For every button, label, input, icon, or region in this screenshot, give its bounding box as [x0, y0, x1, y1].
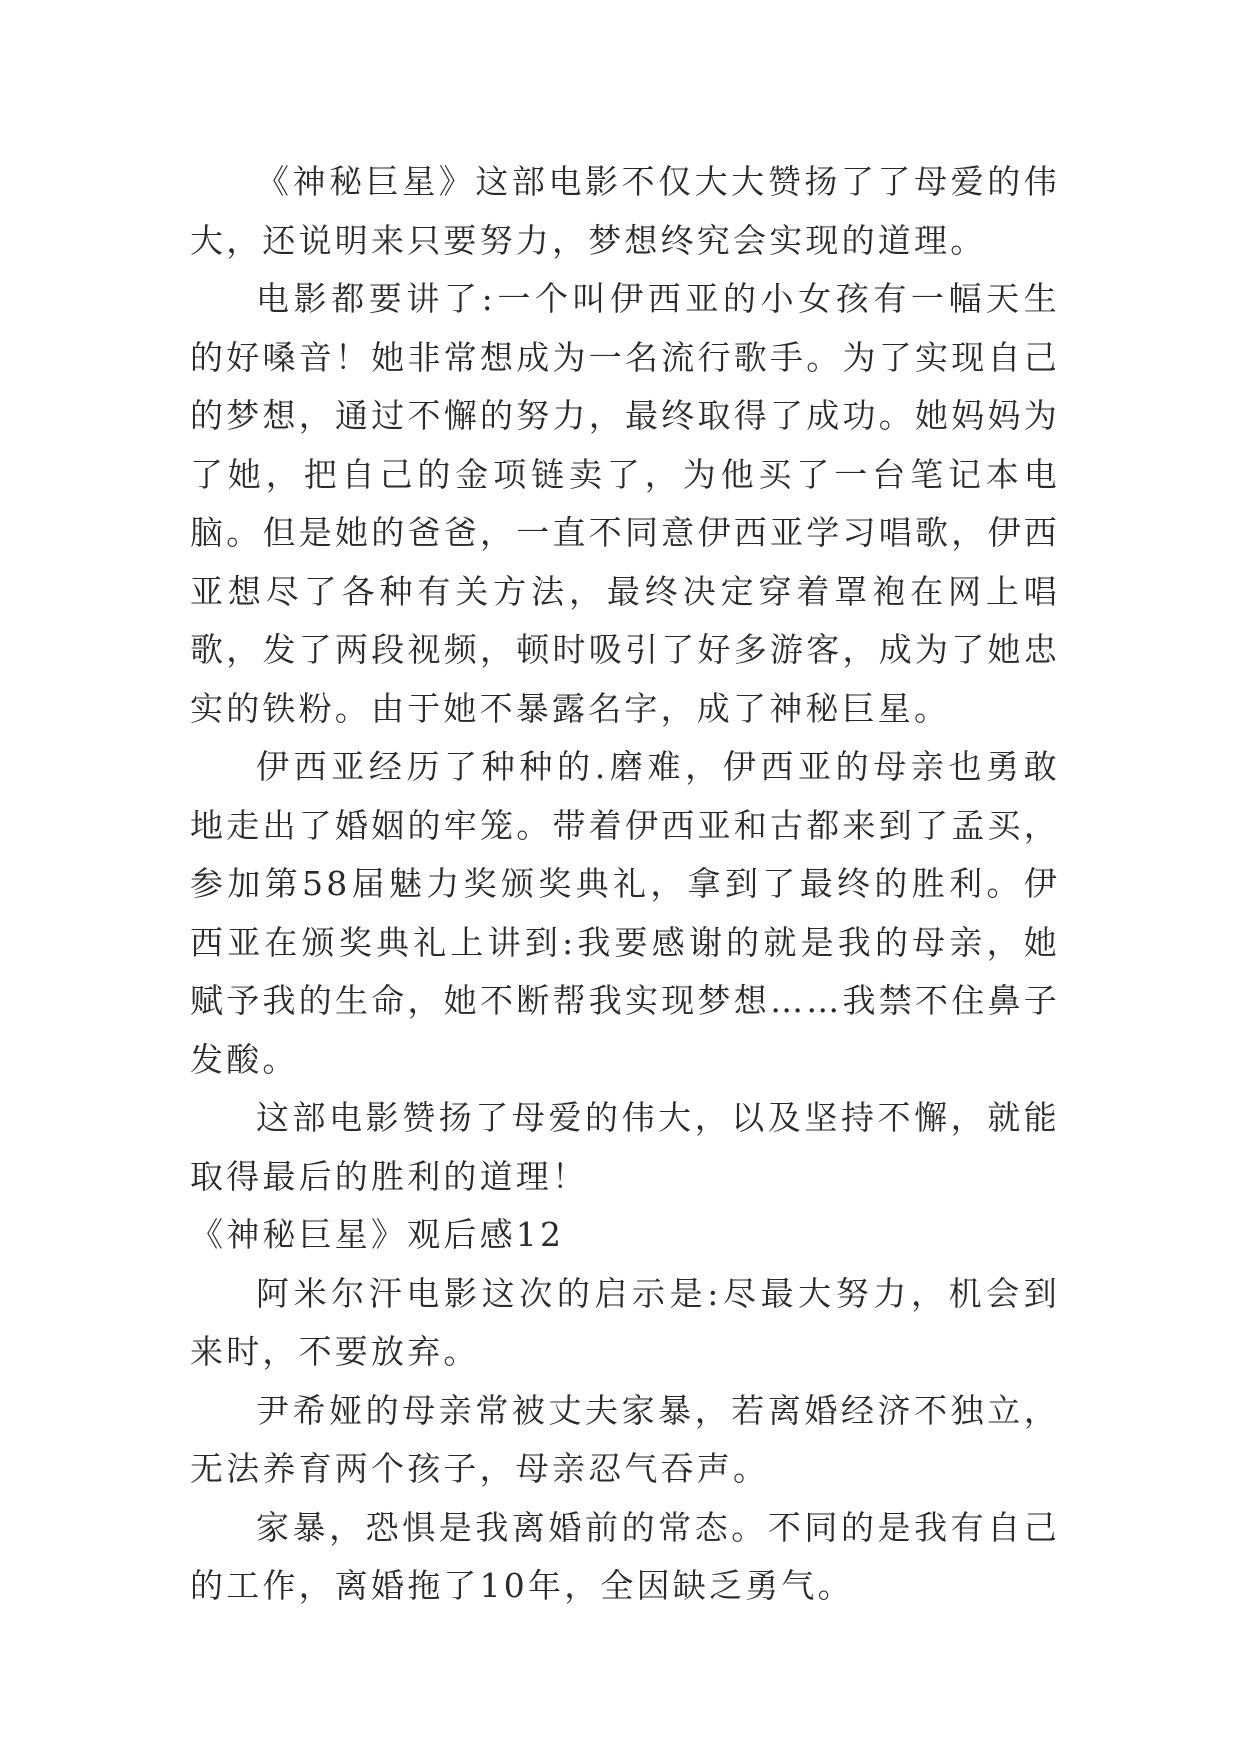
section-paragraph-3: 家暴，恐惧是我离婚前的常态。不同的是我有自己的工作，离婚拖了10年，全因缺乏勇气。: [190, 1507, 1060, 1605]
paragraph-1: 《神秘巨星》这部电影不仅大大赞扬了了母爱的伟大，还说明来只要努力，梦想终究会实现的道理。: [190, 162, 1060, 260]
paragraph-4: 这部电影赞扬了母爱的伟大，以及坚持不懈，就能取得最后的胜利的道理！: [190, 1098, 1060, 1196]
section-title: 《神秘巨星》观后感12: [190, 1215, 565, 1254]
paragraph-3: 伊西亚经历了种种的.磨难，伊西亚的母亲也勇敢地走出了婚姻的牢笼。带着伊西亚和古都来到了孟买，参加第58届魅力奖颁奖典礼，拿到了最终的胜利。伊西亚在颁奖典礼上讲到:我要感谢的就是我的母亲，她赋予我的生命，她不断帮我实现梦想……我禁不住鼻子发酸。: [190, 747, 1060, 1079]
section-paragraph-2: 尹希娅的母亲常被丈夫家暴，若离婚经济不独立，无法养育两个孩子，母亲忍气吞声。: [190, 1390, 1060, 1488]
section-paragraph-1: 阿米尔汗电影这次的启示是:尽最大努力，机会到来时，不要放弃。: [190, 1273, 1060, 1371]
document-body: [190, 153, 1060, 1616]
paragraph-2: 电影都要讲了:一个叫伊西亚的小女孩有一幅天生的好嗓音！她非常想成为一名流行歌手。为了实现自己的梦想，通过不懈的努力，最终取得了成功。她妈妈为了她，把自己的金项链卖了，为他买了一台笔记本电脑。但是她的爸爸，一直不同意伊西亚学习唱歌，伊西亚想尽了各种有关方法，最终决定穿着罩袍在网上唱歌，发了两段视频，顿时吸引了好多游客，成为了她忠实的铁粉。由于她不暴露名字，成了神秘巨星。: [190, 279, 1060, 728]
